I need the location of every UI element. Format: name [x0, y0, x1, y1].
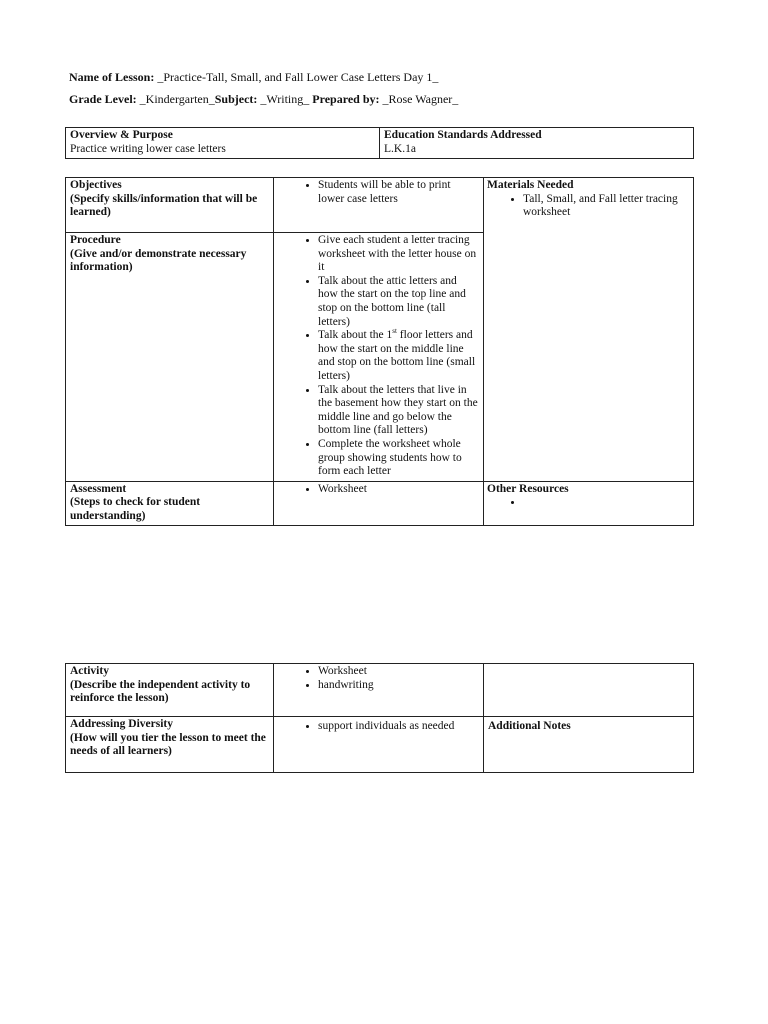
grade-value: _Kindergarten_	[139, 92, 215, 106]
activity-table	[65, 663, 694, 773]
list-item: • Tall, Small, and Fall letter tracing worksheet	[523, 193, 689, 220]
objectives-list	[278, 179, 479, 206]
overview-cell	[66, 128, 380, 159]
activity-title: Activity	[70, 665, 109, 677]
list-item: • Complete the worksheet whole group showing students how to form each letter	[318, 438, 479, 479]
list-item: • Talk about the attic letters and how the start on the top line and stop on the bottom line (tall letters)	[318, 275, 479, 329]
standards-cell	[380, 128, 694, 159]
list-item	[318, 329, 479, 383]
objectives-subtitle: (Specify skills/information that will be learned)	[70, 192, 258, 219]
additional-notes-title: Additional Notes	[488, 720, 571, 732]
lesson-name-label: Name of Lesson:	[69, 70, 155, 84]
objectives-content-cell	[274, 178, 484, 233]
diversity-title: Addressing Diversity	[70, 718, 173, 730]
diversity-content-cell	[274, 717, 484, 773]
assessment-content-cell	[274, 481, 484, 526]
subject-value: _Writing_	[260, 92, 310, 106]
prepared-by-value: _Rose Wagner_	[382, 92, 459, 106]
activity-empty-cell	[484, 664, 694, 717]
assessment-list	[278, 483, 479, 497]
assessment-title: Assessment	[70, 482, 127, 495]
objectives-title: Objectives	[70, 179, 122, 191]
procedure-subtitle: (Give and/or demonstrate necessary information)	[70, 247, 247, 274]
list-item: • Students will be able to print lower case letters	[318, 179, 479, 206]
list-item: • Talk about the letters that live in the basement how they start on the middle line and go below the bottom line (fall letters)	[318, 384, 479, 438]
diversity-label-cell	[66, 717, 274, 773]
procedure-content-cell	[274, 233, 484, 482]
list-item: • support individuals as needed	[318, 720, 479, 734]
grade-label: Grade Level:	[69, 92, 137, 106]
list-item: • Worksheet	[318, 483, 479, 497]
assessment-subtitle: (Steps to check for student understanding)	[70, 496, 201, 522]
lesson-name-line	[69, 70, 438, 85]
list-item: • handwriting	[318, 679, 479, 693]
activity-subtitle: (Describe the independent activity to reinforce the lesson)	[70, 678, 251, 705]
procedure-label-cell	[66, 233, 274, 482]
overview-text: Practice writing lower case letters	[70, 142, 226, 155]
other-resources-list	[487, 496, 689, 510]
prepared-by-label: Prepared by:	[312, 92, 380, 106]
procedure-item3-post: floor letters and how the start on the middle line and stop on the bottom line (small letters)	[318, 329, 476, 382]
objectives-label-cell	[66, 178, 274, 233]
main-plan-table	[65, 177, 694, 526]
assessment-label-cell	[66, 481, 274, 526]
diversity-list	[278, 720, 479, 734]
other-resources-cell	[484, 481, 694, 526]
additional-notes-cell	[484, 717, 694, 773]
activity-list	[278, 665, 479, 692]
list-item: • Worksheet	[318, 665, 479, 679]
lesson-name-value: _Practice-Tall, Small, and Fall Lower Case Letters Day 1_	[157, 70, 439, 84]
procedure-item3-sup: st	[392, 327, 397, 336]
subject-label: Subject:	[214, 92, 258, 106]
procedure-list	[278, 234, 479, 479]
grade-subject-line	[69, 92, 458, 107]
overview-title: Overview & Purpose	[70, 129, 173, 141]
overview-table	[65, 127, 694, 159]
other-resources-title: Other Resources	[487, 482, 569, 495]
activity-content-cell	[274, 664, 484, 717]
list-item: • Give each student a letter tracing worksheet with the letter house on it	[318, 234, 479, 275]
list-item	[523, 496, 689, 510]
standards-text: L.K.1a	[384, 142, 416, 155]
materials-list	[487, 193, 689, 220]
procedure-title: Procedure	[70, 234, 121, 246]
diversity-subtitle: (How will you tier the lesson to meet the needs of all learners)	[70, 731, 266, 758]
materials-title: Materials Needed	[487, 179, 574, 191]
procedure-item3-pre: Talk about the 1	[318, 329, 393, 342]
activity-label-cell	[66, 664, 274, 717]
materials-cell	[484, 178, 694, 482]
standards-title: Education Standards Addressed	[384, 129, 542, 141]
